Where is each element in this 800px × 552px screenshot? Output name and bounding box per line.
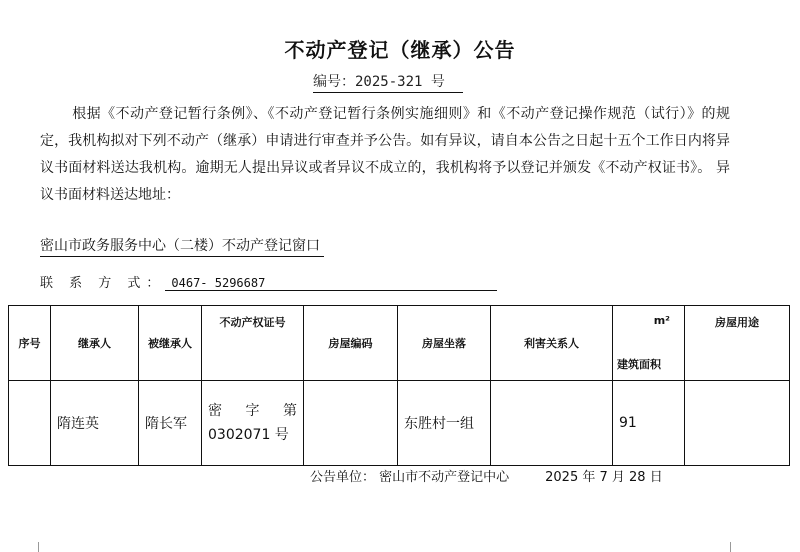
footer: [310, 466, 663, 485]
contact-phone: 0467- 5296687: [165, 276, 497, 291]
header-cert-no: 不动产权证号: [202, 306, 304, 381]
notice-paragraph: 根据《不动产登记暂行条例》、《不动产登记暂行条例实施细则》和《不动产登记操作规范（试行）》的规定，我机构拟对下列不动产（继承）申请进行审查并予公告。如有异议，请自本公告之日起十五个工作日内将异议书面材料送达我机构。逾期无人提出异议或者异议不成立的，我机构将予以登记并颁发《不动产权证书》。 异议书面材料送达地址：: [40, 106, 730, 203]
header-seq: 序号: [9, 306, 51, 381]
contact-label: 联 系 方 式：: [40, 276, 166, 291]
property-table: [8, 305, 790, 466]
table-row: [9, 381, 790, 466]
area-label: 建筑面积: [617, 358, 661, 371]
cell-area: 91: [613, 381, 685, 466]
notice-title: 不动产登记（继承）公告: [284, 38, 516, 62]
publish-date: 2025 年 7 月 28 日: [545, 470, 663, 485]
header-heir: 继承人: [51, 306, 139, 381]
contact-line: [40, 272, 497, 291]
header-area: [613, 306, 685, 381]
cell-house-code: [304, 381, 398, 466]
header-decedent: 被继承人: [139, 306, 202, 381]
header-house-code: 房屋编码: [304, 306, 398, 381]
cert-part-3: 第: [283, 403, 297, 419]
publishing-unit: 公告单位： 密山市不动产登记中心: [310, 470, 510, 485]
area-unit: m²: [653, 314, 670, 327]
cert-line-2: 0302071 号: [208, 427, 289, 443]
cell-interested-party: [491, 381, 613, 466]
header-usage: 房屋用途: [685, 306, 790, 381]
cell-seq: [9, 381, 51, 466]
cert-part-1: 密: [208, 403, 222, 419]
cert-part-2: 字: [245, 403, 260, 419]
cell-location: 东胜村一组: [398, 381, 491, 466]
cell-usage: [685, 381, 790, 466]
cell-cert-no: [202, 381, 304, 466]
header-location: 房屋坐落: [398, 306, 491, 381]
cell-heir: 隋连英: [51, 381, 139, 466]
table-header-row: [9, 306, 790, 381]
document-number: 编号：2025-321 号: [313, 71, 463, 93]
header-interested-party: 利害关系人: [491, 306, 613, 381]
cell-decedent: 隋长军: [139, 381, 202, 466]
page-corner-mark: [24, 542, 39, 552]
objection-address: 密山市政务服务中心（二楼）不动产登记窗口: [40, 235, 324, 257]
page-corner-mark: [730, 542, 745, 552]
